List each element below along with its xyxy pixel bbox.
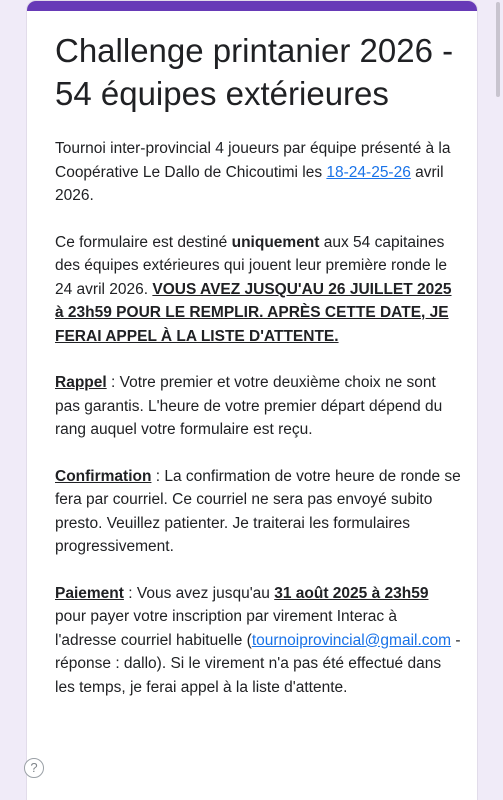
purpose-text: Ce formulaire est destiné bbox=[55, 233, 232, 251]
paiement-text-2: pour payer votre inscription par virement Interac à l'adresse courriel habituelle ( bbox=[55, 608, 398, 649]
form-header-card bbox=[26, 0, 478, 800]
form-description bbox=[55, 29, 461, 722]
help-icon[interactable]: ? bbox=[24, 758, 44, 778]
paiement-text-3: - réponse : dallo). Si le virement n'a pas été effectué dans les temps, je ferai appel à la liste d'attente. bbox=[55, 631, 461, 696]
registration-deadline: VOUS AVEZ JUSQU'AU 26 JUILLET 2025 à 23h59 POUR LE REMPLIR. APRÈS CETTE DATE, JE FERAI APPEL À LA LISTE D'ATTENTE. bbox=[55, 280, 452, 345]
rappel-text: : Votre premier et votre deuxième choix ne sont pas garantis. L'heure de votre premier départ dépend du rang auquel votre formulaire est reçu. bbox=[55, 374, 443, 438]
confirmation-label: Confirmation bbox=[55, 467, 152, 485]
purpose-paragraph bbox=[55, 231, 461, 349]
intro-text-end: avril 2026. bbox=[55, 163, 444, 204]
paiement-label: Paiement bbox=[55, 584, 124, 602]
intro-paragraph bbox=[55, 137, 461, 208]
paiement-paragraph bbox=[55, 582, 461, 700]
confirmation-text: : La confirmation de votre heure de ronde se fera par courriel. Ce courriel ne sera pas envoyé subito presto. Veuillez patienter. Je traiterai les formulaires progressivement. bbox=[55, 467, 461, 555]
purpose-text-2: aux 54 capitaines des équipes extérieures qui jouent leur première ronde le 24 avril 2026. bbox=[55, 233, 448, 298]
purpose-emphasis: uniquement bbox=[231, 233, 320, 251]
email-link[interactable]: tournoiprovincial@gmail.com bbox=[251, 631, 452, 649]
intro-text: Tournoi inter-provincial 4 joueurs par équipe présenté à la Coopérative Le Dallo de Chicoutimi les bbox=[55, 140, 451, 181]
paiement-text: : Vous avez jusqu'au bbox=[123, 584, 275, 602]
accent-bar bbox=[27, 1, 477, 11]
dates-link[interactable]: 18-24-25-26 bbox=[326, 163, 411, 181]
confirmation-paragraph bbox=[55, 465, 461, 559]
rappel-paragraph bbox=[55, 371, 461, 442]
form-title: Challenge printanier 2026 - 54 équipes extérieures bbox=[55, 32, 454, 112]
rappel-label: Rappel bbox=[55, 374, 107, 391]
payment-deadline: 31 août 2025 à 23h59 bbox=[274, 584, 429, 602]
page-scrollbar[interactable] bbox=[496, 2, 500, 97]
